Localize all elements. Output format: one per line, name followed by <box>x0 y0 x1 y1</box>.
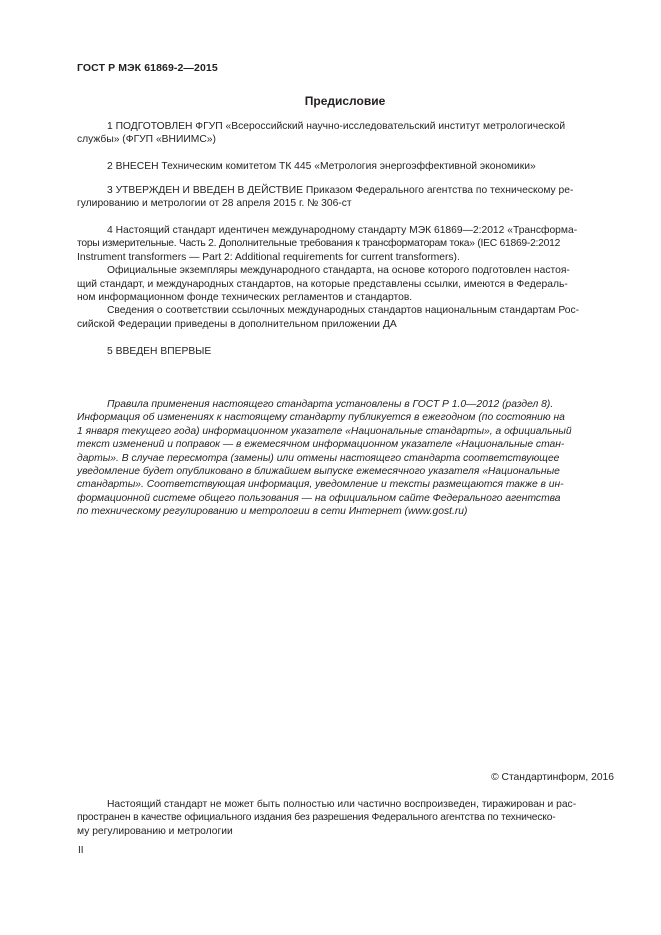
text-line: 5 ВВЕДЕН ВПЕРВЫЕ <box>107 346 212 357</box>
text-line: Instrument transformers — Part 2: Additional requirements for current transformers). <box>77 251 460 263</box>
notice-line: стандарты». Соответствующая информация, уведомление и тексты размещаются также в ин- <box>77 479 564 491</box>
text-line: щий стандарт, и международных стандартов, на которые представлены ссылки, имеются в Федераль- <box>77 278 568 290</box>
page-number: II <box>78 845 84 856</box>
notice-line: Информация об изменениях к настоящему стандарту публикуется в ежегодном (по состоянию на <box>77 412 565 424</box>
item-4 <box>77 224 614 331</box>
notice-line: текст изменений и поправок — в ежемесячном информационном указателе «Национальные стан- <box>77 439 565 451</box>
notice-line: уведомление будет опубликовано в ближайшем выпуске ежемесячного указателя «Национальные <box>77 466 560 478</box>
item-5 <box>77 345 614 358</box>
text-line: ном информационном фонде технических регламентов и стандартов. <box>77 292 413 304</box>
text-line: 2 ВНЕСЕН Техническим комитетом ТК 445 «Метрология энергоэффективной экономики» <box>107 161 536 172</box>
notice-line: по техническому регулированию и метрологии в сети Интернет (www.gost.ru) <box>77 506 468 518</box>
usage-notice <box>77 398 614 519</box>
notice-line: 1 января текущего года) информационном указателе «Национальные стандарты», а официальный <box>77 425 572 437</box>
notice-line: дарты». В случае пересмотра (замены) или отмены настоящего стандарта соответствующее <box>77 452 560 464</box>
notice-line: формационной системе общего пользования — на официальном сайте Федерального агентства <box>77 492 561 504</box>
text-line: 1 ПОДГОТОВЛЕН ФГУП «Всероссийский научно-исследовательский институт метрологической <box>107 121 566 132</box>
text-line: сийской Федерации приведены в дополнительном приложении ДА <box>77 318 397 330</box>
item-2 <box>77 160 614 173</box>
item-3 <box>77 184 614 211</box>
rights-line: му регулированию и метрологии <box>77 825 233 837</box>
rights-line: Настоящий стандарт не может быть полностью или частично воспроизведен, тиражирован и рас- <box>107 799 577 810</box>
copyright: © Стандартинформ, 2016 <box>491 772 614 783</box>
text-line: гулированию и метрологии от 28 апреля 2015 г. № 306-ст <box>77 198 352 210</box>
page-title: Предисловие <box>304 94 386 108</box>
text-line: 4 Настоящий стандарт идентичен международному стандарту МЭК 61869—2:2012 «Трансформа- <box>107 225 578 236</box>
text-line: торы измерительные. Часть 2. Дополнительные требования к трансформаторам тока» (IEC 61869-2:2012 <box>77 238 561 250</box>
item-1 <box>77 120 614 147</box>
notice-line: Правила применения настоящего стандарта установлены в ГОСТ Р 1.0—2012 (раздел 8). <box>107 399 554 410</box>
text-line: 3 УТВЕРЖДЕН И ВВЕДЕН В ДЕЙСТВИЕ Приказом Федерального агентства по техническому ре- <box>107 185 574 196</box>
text-line: Официальные экземпляры международного стандарта, на основе которого подготовлен настоя- <box>107 265 570 277</box>
text-line: службы» (ФГУП «ВНИИМС») <box>77 134 216 146</box>
rights-line: пространен в качестве официального издания без разрешения Федерального агентства по техническо- <box>77 812 556 824</box>
standard-id-header: ГОСТ Р МЭК 61869-2—2015 <box>77 62 218 74</box>
text-line: Сведения о соответствии ссылочных международных стандартов национальным стандартам Рос- <box>107 305 580 317</box>
rights-notice <box>77 798 614 838</box>
